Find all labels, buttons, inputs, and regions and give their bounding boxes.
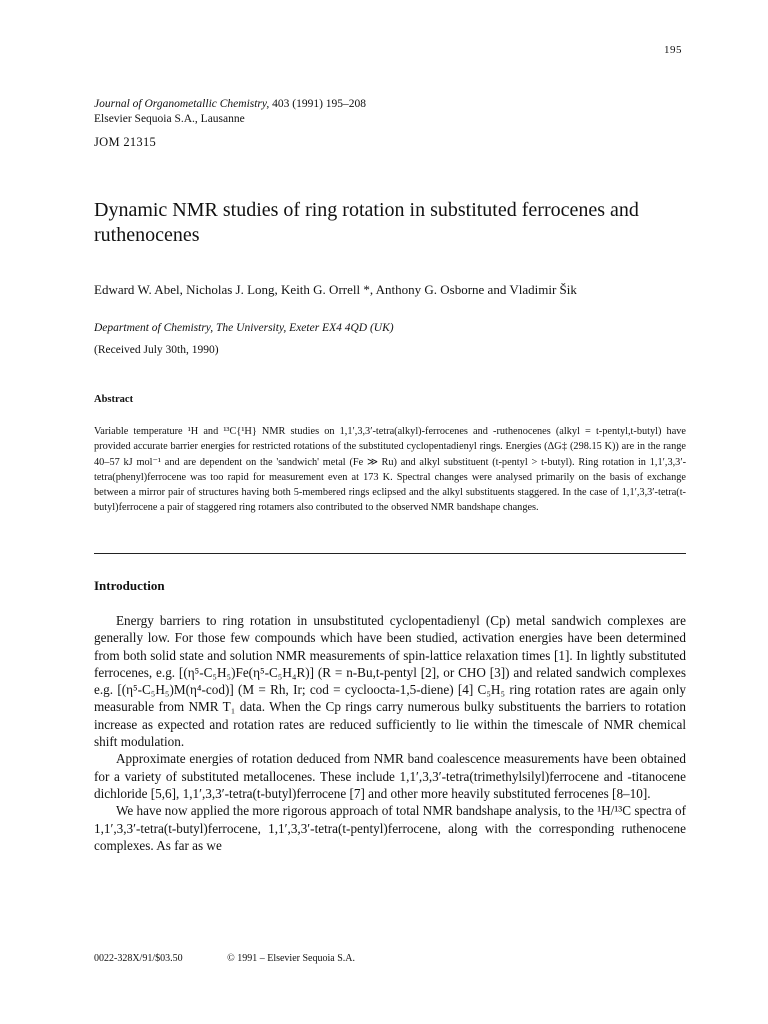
- journal-publisher: Elsevier Sequoia S.A., Lausanne: [94, 113, 245, 125]
- jom-code: JOM 21315: [94, 135, 157, 149]
- introduction-heading: Introduction: [94, 578, 165, 593]
- page-number: 195: [664, 44, 682, 56]
- received-date: (Received July 30th, 1990): [94, 344, 219, 356]
- introduction-body: [94, 612, 686, 854]
- abstract-heading: Abstract: [94, 394, 134, 405]
- authors: Edward W. Abel, Nicholas J. Long, Keith G. Orrell *, Anthony G. Osborne and Vladimir Šik: [94, 282, 577, 297]
- page-footer: [94, 953, 397, 964]
- paragraph: We have now applied the more rigorous approach of total NMR bandshape analysis, to the ¹H/¹³C spectra of 1,1′,3,3′-tetra(t-butyl)ferrocene, 1,1′,3,3′-tetra(t-pentyl)ferrocene, along with the corresponding ruthenocene complexes. As far as we: [94, 803, 686, 853]
- journal-info: [94, 97, 366, 127]
- journal-name: Journal of Organometallic Chemistry,: [94, 98, 270, 110]
- paragraph: Energy barriers to ring rotation in unsubstituted cyclopentadienyl (Cp) metal sandwich complexes are generally low. For those few compounds which have been studied, activation energies have been determined from both solid state and solution NMR measurements of spin-lattice relaxation times [1]. In lightly substituted ferrocenes, e.g. [(η⁵-C₅H₅)Fe(η⁵-C₅H₄R)] (R = n-Bu,t-pentyl [2], or CHO [3]) and related sandwich complexes e.g. [(η⁵-C₅H₅)M(η⁴-cod)] (M = Rh, Ir; cod = cycloocta-1,5-diene) [4] C₅H₅ ring rotation rates are again only measurable from NMR T₁ data. When the Cp rings carry numerous bulky substituents the barriers to rotation increase as expected and rotation rates are reduced sufficiently to lie within the timescale of NMR chemical shift modulation.: [94, 613, 686, 750]
- footer-copyright: © 1991 – Elsevier Sequoia S.A.: [227, 953, 355, 964]
- journal-citation: [94, 97, 366, 112]
- affiliation: Department of Chemistry, The University, Exeter EX4 4QD (UK): [94, 322, 394, 334]
- section-divider: [94, 553, 686, 554]
- paragraph: Approximate energies of rotation deduced from NMR band coalescence measurements have been obtained for a variety of substituted metallocenes. These include 1,1′,3,3′-tetra(trimethylsilyl)ferrocene and -titanocene dichloride [5,6], 1,1′,3,3′-tetra(t-butyl)ferrocene [7] and other more heavily substituted ferrocenes [8–10].: [94, 751, 686, 801]
- footer-code: 0022-328X/91/$03.50: [94, 953, 183, 964]
- abstract-text: Variable temperature ¹H and ¹³C{¹H} NMR studies on 1,1′,3,3′-tetra(alkyl)-ferrocenes and -ruthenocenes (alkyl = t-pentyl,t-butyl) have provided accurate barrier energies for restricted rotations of the substituted cyclopentadienyl rings. Energies (ΔG‡ (298.15 K)) are in the range 40–57 kJ mol⁻¹ and are dependent on the 'sandwich' metal (Fe ≫ Ru) and alkyl substituent (t-pentyl > t-butyl). Ring rotation in 1,1′,3,3′-tetra(phenyl)ferrocene was too rapid for measurement even at 173 K. Spectral changes were analysed primarily on the basis of exchange between a mirror pair of structures having both 5-membered rings eclipsed and the alkyl substituents staggered. In the case of 1,1′,3,3′-tetra(t-butyl)ferrocene a pair of staggered ring rotamers also contributed to the observed NMR bandshape changes.: [94, 426, 686, 514]
- journal-volume-pages: 403 (1991) 195–208: [269, 98, 367, 110]
- paper-title: Dynamic NMR studies of ring rotation in substituted ferrocenes and ruthenocenes: [94, 199, 639, 246]
